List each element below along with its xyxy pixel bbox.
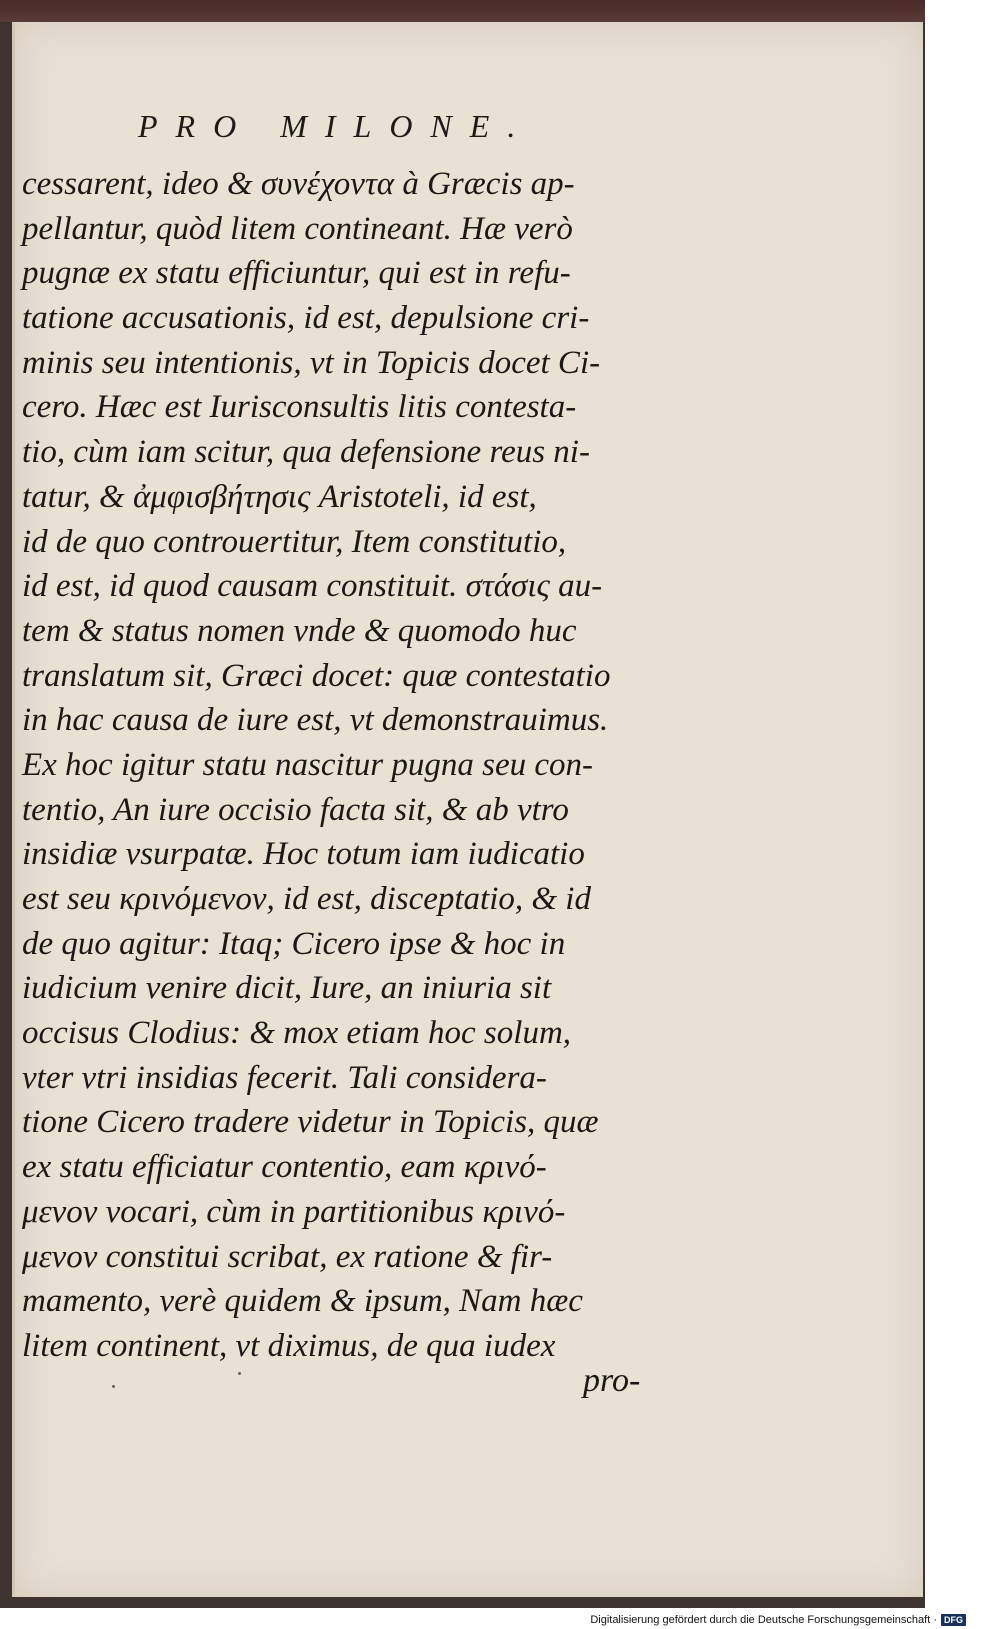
text-line: pellantur, quòd litem contineant. Hæ verò — [22, 210, 573, 247]
text-line: μενον constitui scribat, ex ratione & fir- — [22, 1238, 553, 1275]
text-line: cero. Hæc est Iurisconsultis litis contesta- — [22, 389, 577, 426]
text-line: pugnæ ex statu efficiuntur, qui est in refu- — [22, 255, 571, 292]
text-line: minis seu intentionis, vt in Topicis docet Ci- — [22, 344, 601, 381]
text-line: vter vtri insidias fecerit. Tali considera- — [22, 1059, 547, 1096]
text-line: tentio, An iure occisio facta sit, & ab vtro — [22, 791, 569, 828]
text-line: Ex hoc igitur statu nascitur pugna seu con- — [22, 746, 594, 783]
paper-speck — [238, 1372, 241, 1375]
paper-speck — [112, 1385, 115, 1388]
text-line: μενον vocari, cùm in partitionibus κρινό- — [22, 1193, 566, 1230]
text-line: insidiæ vsurpatæ. Hoc totum iam iudicatio — [22, 836, 585, 873]
text-line: de quo agitur: Itaq; Cicero ipse & hoc in — [22, 925, 566, 962]
text-line: mamento, verè quidem & ipsum, Nam hæc — [22, 1283, 583, 1320]
digitization-credit — [590, 1614, 966, 1626]
text-line: tio, cùm iam scitur, qua defensione reus ni- — [22, 434, 590, 471]
text-line: cessarent, ideo & συνέχοντα à Græcis ap- — [22, 166, 575, 202]
text-line: id de quo controuertitur, Item constitutio, — [22, 523, 567, 560]
text-line: tione Cicero tradere videtur in Topicis, quæ — [22, 1104, 599, 1141]
text-line: iudicium venire dicit, Iure, an iniuria sit — [22, 970, 552, 1007]
text-line: tem & status nomen vnde & quomodo huc — [22, 612, 577, 649]
text-line: occisus Clodius: & mox etiam hoc solum, — [22, 1015, 572, 1052]
text-line: in hac causa de iure est, vt demonstrauimus. — [22, 702, 609, 739]
text-line: tatione accusationis, id est, depulsione cri- — [22, 300, 590, 337]
text-line: tatur, & ἀμφισβήτησις Aristoteli, id est, — [22, 478, 537, 515]
text-line: id est, id quod causam constituit. στάσις au- — [22, 568, 603, 605]
text-line: translatum sit, Græci docet: quæ contestatio — [22, 657, 611, 694]
binding-strip — [0, 0, 925, 22]
body-text — [22, 162, 662, 1369]
dfg-logo: DFG — [941, 1614, 966, 1626]
text-line: ex statu efficiatur contentio, eam κρινό- — [22, 1149, 547, 1186]
running-head: PRO MILONE. — [138, 108, 534, 144]
text-line: est seu κρινόμενον, id est, disceptatio, & id — [22, 881, 591, 917]
catchword: pro- — [583, 1362, 641, 1399]
credit-text: Digitalisierung gefördert durch die Deutsche Forschungsgemeinschaft · — [590, 1614, 937, 1626]
text-line: litem continent, vt diximus, de qua iudex — [22, 1327, 556, 1364]
